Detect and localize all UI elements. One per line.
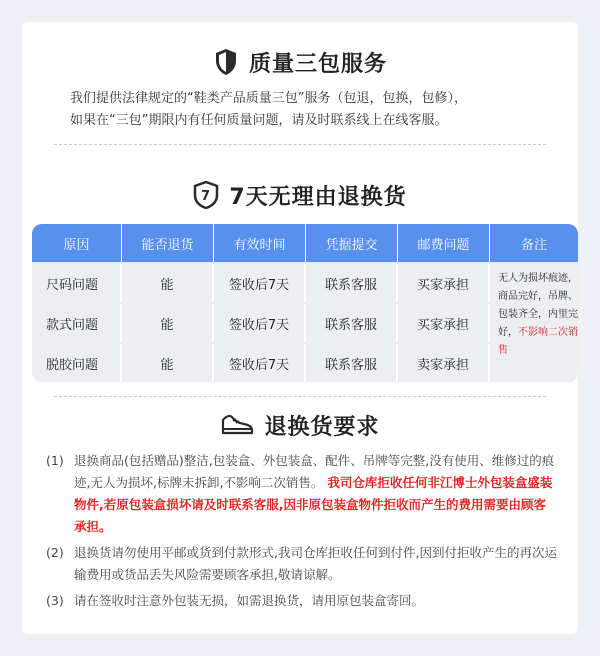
seven-days-icon: [193, 180, 219, 210]
item-number: (3): [46, 593, 64, 608]
cell-proof: 联系客服: [306, 264, 398, 302]
cell-postage: 买家承担: [398, 264, 490, 302]
quality-section-title: [22, 44, 578, 80]
cell-proof: 联系客服: [306, 344, 398, 382]
table-row: [32, 264, 490, 302]
cell-postage: 买家承担: [398, 304, 490, 342]
item-2-text: 退换货请勿使用平邮或货到付款形式,我司仓库拒收任何到付件,因到付拒收产生的再次运输费用或货品丢失风险需要顾客承担,敬请谅解。: [74, 545, 557, 582]
cell-valid-time: 签收后7天: [214, 264, 306, 302]
item-1-warning: 我司仓库拒收任何非江博士外包装盒盛装物件,若原包装盒损坏请及时联系客服,因非原包装盒物件拒收而产生的费用需要由顾客承担。: [74, 475, 553, 534]
list-item: [46, 450, 558, 538]
requirements-section-title: [22, 407, 578, 443]
divider-2: [54, 396, 546, 397]
cell-postage: 卖家承担: [398, 344, 490, 382]
cell-valid-time: 签收后7天: [214, 344, 306, 382]
divider-1: [54, 144, 546, 145]
quality-line-2: 如果在“三包”期限内有任何质量问题，请及时联系线上在线客服。: [70, 113, 448, 128]
item-number: (2): [46, 545, 64, 560]
item-3-text: 请在签收时注意外包装无损，如需退换货，请用原包装盒寄回。: [74, 593, 425, 608]
item-1-text: 退换商品(包括赠品)整洁,包装盒、外包装盒、配件、吊牌等完整,没有使用、维修过的痕迹,无人为损坏,标牌未拆卸,不影响二次销售。: [74, 453, 555, 490]
header-returnable: 能否退货: [122, 224, 214, 262]
shoe-icon: [220, 410, 254, 440]
note-text: 无人为损坏痕迹，商品完好，吊牌、包装齐全，内里完好，: [498, 273, 578, 338]
table-row: [32, 344, 490, 382]
header-postage: 邮费问题: [398, 224, 490, 262]
cell-reason: 款式问题: [32, 304, 122, 342]
returns-table: [32, 224, 578, 382]
quality-title-text: 质量三包服务: [248, 51, 387, 77]
header-note: 备注: [520, 237, 547, 253]
list-item: [46, 542, 558, 586]
table-rows: [32, 262, 490, 382]
returns-title-text: 7天无理由退换货: [229, 184, 407, 210]
requirements-title-text: 退换货要求: [264, 414, 380, 440]
header-reason: 原因: [32, 224, 122, 262]
cell-returnable: 能: [122, 264, 214, 302]
cell-returnable: 能: [122, 344, 214, 382]
table-header: [32, 224, 578, 262]
cell-reason: 尺码问题: [32, 264, 122, 302]
svg-text:7: 7: [201, 189, 212, 204]
cell-reason: 脱胶问题: [32, 344, 122, 382]
cell-returnable: 能: [122, 304, 214, 342]
cell-valid-time: 签收后7天: [214, 304, 306, 342]
shield-icon: [213, 47, 239, 77]
note-cell: [492, 264, 578, 382]
quality-line-1: 我们提供法律规定的“鞋类产品质量三包”服务（包退，包换，包修），: [70, 91, 467, 106]
header-proof: 凭据提交: [306, 224, 398, 262]
header-valid-time: 有效时间: [214, 224, 306, 262]
table-row: [32, 304, 490, 342]
service-card: [22, 22, 578, 634]
item-number: (1): [46, 453, 64, 468]
cell-proof: 联系客服: [306, 304, 398, 342]
list-item: [46, 590, 558, 612]
quality-description: [70, 88, 554, 132]
requirements-list: [46, 450, 558, 616]
returns-section-title: [22, 177, 578, 213]
table-body: [32, 262, 578, 382]
note-red-text: 不影响二次销售: [498, 327, 578, 356]
item-text: [74, 450, 558, 538]
